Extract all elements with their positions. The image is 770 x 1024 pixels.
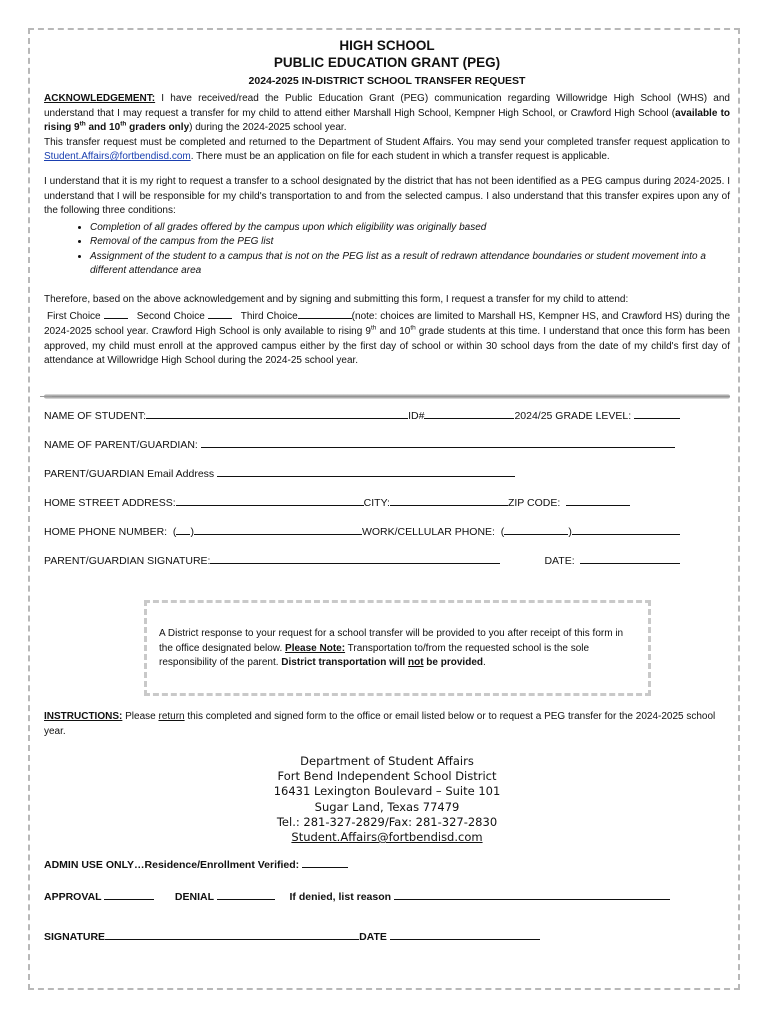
instructions-return: return [158, 711, 185, 722]
note-bold-a: District transportation will [281, 657, 408, 668]
therefore-sup-b: th [410, 324, 416, 332]
understand-paragraph: I understand that it is my right to request a transfer to a school designated by the district that has not been identified as a PEG campus during 2024-2025. I understand that I will be responsible for my child's transportation to and from the selected campus. I also understand that this transfer expires upon any of the following three conditions: [44, 175, 730, 217]
acknowledgement-label: ACKNOWLEDGEMENT: [44, 93, 156, 104]
ack-bold-a: available to rising 9 [44, 107, 731, 134]
home-phone-field[interactable] [194, 523, 362, 535]
approval-field[interactable] [104, 888, 154, 900]
admin-signature-field[interactable] [105, 928, 359, 940]
address-row [44, 494, 730, 523]
work-phone-label: WORK/CELLULAR PHONE: [361, 526, 495, 538]
district-response-note [144, 600, 651, 696]
ack-text-3: This transfer request must be completed and returned to the Department of Student Affairs. You may send your completed transfer request application to [44, 136, 730, 148]
third-choice-field[interactable] [298, 307, 352, 319]
student-info-fields [44, 407, 730, 581]
admin-signature-row [44, 928, 730, 960]
home-area-code-field[interactable] [176, 523, 190, 535]
first-choice-field[interactable] [104, 307, 128, 319]
zip-label: ZIP CODE: [507, 497, 561, 509]
denial-label: DENIAL [174, 891, 214, 903]
header-line-1: HIGH SCHOOL [339, 38, 435, 53]
email-label: PARENT/GUARDIAN Email Address [44, 468, 215, 480]
form-header [44, 37, 730, 88]
therefore-text-a: (note: choices are limited to Marshall HS, Kempner HS, and Crawford HS) during the 2024-2025 school year. Crawford High School is only available to rising 9 [44, 311, 731, 337]
phone-fax: Tel.: 281-327-2829/Fax: 281-327-2830 [276, 814, 498, 829]
signature-date-label: DATE: [544, 555, 575, 567]
grade-label: 2024/25 GRADE LEVEL: [514, 410, 632, 422]
note-not: not [407, 657, 424, 668]
student-name-label: NAME OF STUDENT: [44, 410, 147, 422]
id-label: ID# [408, 410, 425, 422]
approval-row [44, 888, 730, 920]
student-name-field[interactable] [146, 407, 408, 419]
signature-date-field[interactable] [580, 552, 680, 564]
city-label: CITY: [363, 497, 390, 509]
denied-reason-label: If denied, list reason [289, 891, 392, 903]
denial-field[interactable] [217, 888, 275, 900]
office-email-link[interactable]: Student.Affairs@fortbendisd.com [291, 830, 483, 845]
denied-reason-field[interactable] [394, 888, 670, 900]
home-phone-label: HOME PHONE NUMBER: [44, 526, 168, 538]
email-row [44, 465, 730, 494]
work-area-code-field[interactable] [504, 523, 568, 535]
please-note-label: Please Note: [285, 642, 346, 654]
form-page [44, 36, 731, 943]
condition-item: • Completion of all grades offered by the campus upon which eligibility was originally based [90, 221, 730, 236]
condition-item: • Removal of the campus from the PEG list [90, 235, 730, 250]
therefore-line-1: Therefore, based on the above acknowledgement and by signing and submitting this form, I request a transfer for my child to attend: [44, 293, 629, 305]
parent-signature-label: PARENT/GUARDIAN SIGNATURE: [44, 555, 211, 567]
note-text [159, 627, 629, 671]
parent-signature-field[interactable] [210, 552, 500, 564]
acknowledgement-paragraph [44, 92, 730, 165]
admin-date-field[interactable] [390, 928, 540, 940]
second-choice-field[interactable] [208, 307, 232, 319]
ack-sup-b: th [120, 120, 127, 128]
third-choice-label: Third Choice [240, 311, 298, 323]
instructions-label: INSTRUCTIONS: [44, 711, 123, 722]
office-address-block [44, 754, 730, 845]
therefore-paragraph [44, 293, 730, 369]
first-choice-label: First Choice [47, 311, 101, 323]
admin-section [44, 856, 730, 960]
ack-bold-b: and 10 [85, 122, 121, 134]
grade-field[interactable] [634, 407, 680, 419]
city-field[interactable] [390, 494, 508, 506]
dept-name: Department of Student Affairs [300, 754, 474, 768]
note-text-1: A District response to your request for a school transfer will be provided to you after receipt of this form in the office designated below. [159, 628, 624, 654]
admin-date-label: DATE [359, 931, 387, 943]
admin-verified-label: ADMIN USE ONLY…Residence/Enrollment Verified: [44, 859, 300, 871]
street-label: HOME STREET ADDRESS: [44, 497, 176, 509]
admin-signature-label: SIGNATURE [44, 931, 106, 943]
work-phone-field[interactable] [572, 523, 680, 535]
admin-verified-field[interactable] [302, 856, 348, 868]
header-line-2: PUBLIC EDUCATION GRANT (PEG) [273, 55, 501, 70]
student-affairs-email-link[interactable]: Student.Affairs@fortbendisd.com [44, 151, 191, 163]
phone-row: HOME PHONE NUMBER: ( ) WORK/CELLULAR PHONE: ( ) [44, 523, 730, 552]
note-bold-b: be provided [423, 657, 483, 668]
conditions-list [44, 221, 730, 279]
note-text-2: Transportation to/from the requested school is the sole responsibility of the parent. [159, 642, 590, 668]
admin-verified-row [44, 856, 730, 888]
parent-row [44, 436, 730, 465]
signature-row [44, 552, 730, 581]
parent-name-label: NAME OF PARENT/GUARDIAN: [44, 439, 198, 451]
id-field[interactable] [424, 407, 514, 419]
approval-label: APPROVAL [44, 891, 102, 903]
header-line-3: 2024-2025 IN-DISTRICT SCHOOL TRANSFER REQUEST [248, 75, 526, 87]
second-choice-label: Second Choice [136, 311, 205, 323]
ack-text-2: ) during the 2024-2025 school year. [189, 122, 347, 134]
instructions-paragraph [44, 710, 730, 739]
street-address: 16431 Lexington Boulevard – Suite 101 [273, 784, 501, 799]
ack-text-1: I have received/read the Public Education Grant (PEG) communication regarding Willowridge High School (WHS) and understand that I may request a transfer for my child to attend either Marshall High School, Kempner High School, or Crawford High School ( [44, 93, 730, 119]
city-state-zip: Sugar Land, Texas 77479 [314, 799, 460, 814]
therefore-text-b: and 10 [376, 325, 411, 337]
street-field[interactable] [176, 494, 364, 506]
district-name: Fort Bend Independent School District [277, 769, 497, 784]
section-divider [44, 394, 730, 399]
zip-field[interactable] [566, 494, 630, 506]
ack-text-4: . There must be an application on file for each student in which a transfer request is applicable. [190, 151, 610, 163]
ack-sup-a: th [79, 120, 86, 128]
ack-bold-c: graders only [126, 122, 190, 134]
note-text-3: . [482, 657, 486, 668]
therefore-sup-a: th [370, 324, 377, 332]
therefore-text-c: grade students at this time. I understand that once this form has been approved, my child must enroll at the approved campus either by the first day of school or within 30 school days from the date of my child's first day of attendance at Willowridge High School during the 2024-25 school year. [44, 325, 731, 367]
student-row [44, 407, 730, 436]
instructions-text-1: Please [122, 711, 159, 722]
parent-name-field[interactable] [201, 436, 675, 448]
instructions-text-2: this completed and signed form to the office or email listed below or to request a PEG transfer for the 2024-2025 school year. [44, 711, 716, 737]
email-field[interactable] [217, 465, 515, 477]
condition-item: • Assignment of the student to a campus that is not on the PEG list as a result of redrawn attendance boundaries or student movement into a different attendance area [90, 250, 730, 279]
